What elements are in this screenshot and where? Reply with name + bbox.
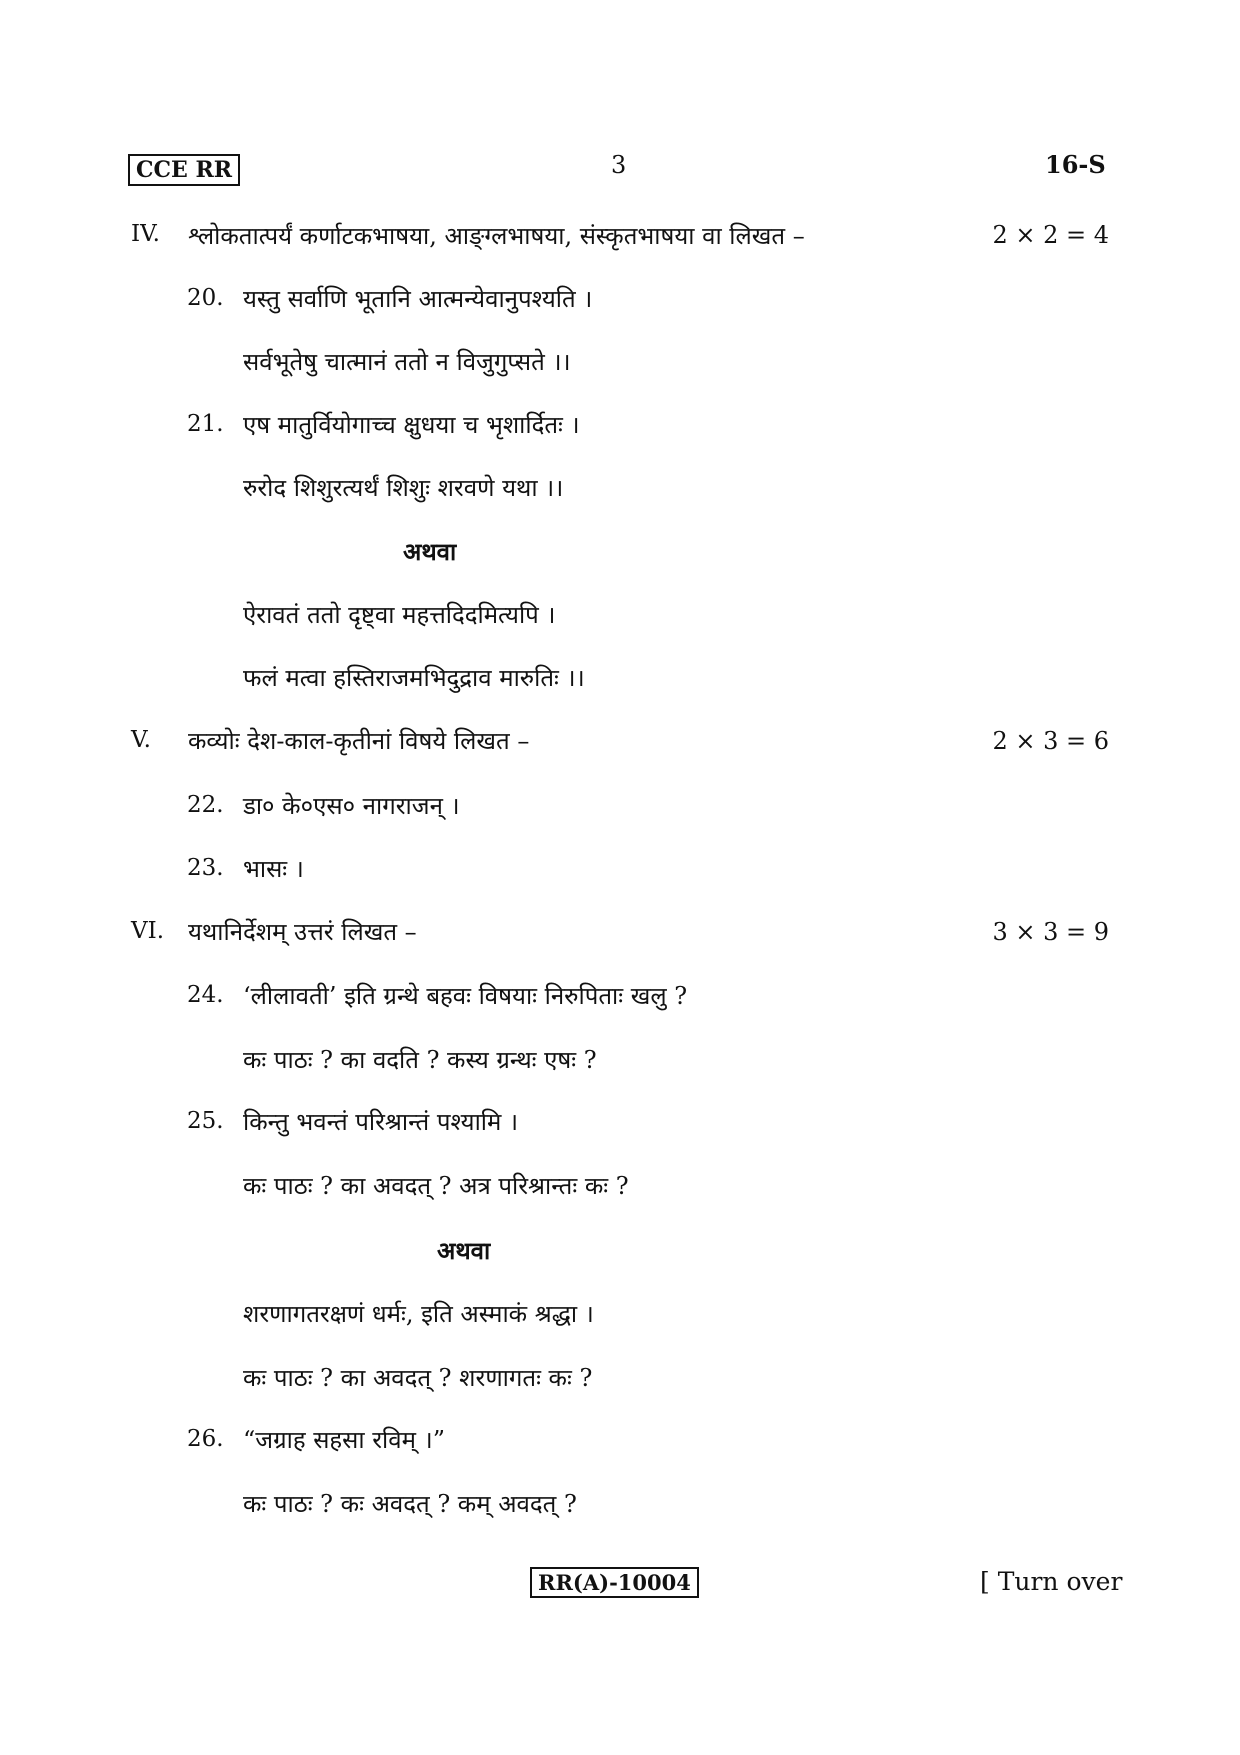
- section-v-marks: 2 × 3 = 6: [992, 727, 1109, 755]
- section-v-number: V.: [131, 727, 151, 753]
- question-21-number: 21.: [187, 411, 224, 437]
- question-24-number: 24.: [187, 982, 224, 1008]
- section-vi-number: VI.: [131, 918, 165, 944]
- question-20-line-1: यस्तु सर्वाणि भूतानि आत्मन्येवानुपश्यति ।: [243, 285, 593, 313]
- question-25-line-2: कः पाठः ? का अवदत् ? अत्र परिश्रान्तः कः ?: [243, 1172, 629, 1200]
- question-26-number: 26.: [187, 1426, 224, 1452]
- question-26-line-2: कः पाठः ? कः अवदत् ? कम् अवदत् ?: [243, 1490, 577, 1518]
- section-iv-marks: 2 × 2 = 4: [992, 221, 1109, 249]
- turn-over-label: [ Turn over: [980, 1567, 1123, 1596]
- question-25-number: 25.: [187, 1108, 224, 1134]
- question-20-line-2: सर्वभूतेषु चात्मानं ततो न विजुगुप्सते ।।: [243, 348, 571, 376]
- alternative-passage-line-2: कः पाठः ? का अवदत् ? शरणागतः कः ?: [243, 1364, 593, 1392]
- question-24-line-1: ‘लीलावती’ इति ग्रन्थे बहवः विषयाः निरुपिताः खलु ?: [243, 982, 688, 1010]
- athava-heading-2: अथवा: [437, 1236, 491, 1265]
- question-25-line-1: किन्तु भवन्तं परिश्रान्तं पश्यामि ।: [243, 1108, 519, 1136]
- section-iv-number: IV.: [131, 221, 160, 247]
- section-vi-instruction: यथानिर्देशम् उत्तरं लिखत –: [188, 918, 417, 946]
- athava-heading: अथवा: [403, 537, 457, 566]
- alternative-verse-line-1: ऐरावतं ततो दृष्ट्वा महत्तदिदमित्यपि ।: [243, 601, 556, 629]
- paper-code: 16-S: [1045, 150, 1106, 179]
- footer-code: RR(A)-10004: [530, 1567, 699, 1598]
- alternative-passage-line-1: शरणागतरक्षणं धर्मः, इति अस्माकं श्रद्धा ।: [243, 1300, 594, 1328]
- section-v-instruction: कव्योः देश-काल-कृतीनां विषये लिखत –: [188, 727, 530, 755]
- question-24-line-2: कः पाठः ? का वदति ? कस्य ग्रन्थः एषः ?: [243, 1046, 597, 1074]
- question-21-line-2: रुरोद शिशुरत्यर्थं शिशुः शरवणे यथा ।।: [243, 474, 564, 502]
- question-23-text: भासः ।: [243, 855, 304, 883]
- question-23-number: 23.: [187, 855, 224, 881]
- question-22-number: 22.: [187, 792, 224, 818]
- question-20-number: 20.: [187, 285, 224, 311]
- paper-title: CCE RR: [128, 154, 240, 186]
- alternative-verse-line-2: फलं मत्वा हस्तिराजमभिदुद्राव मारुतिः ।।: [243, 664, 585, 692]
- question-26-line-1: “जग्राह सहसा रविम् ।”: [243, 1426, 445, 1454]
- question-21-line-1: एष मातुर्वियोगाच्च क्षुधया च भृशार्दितः ।: [243, 411, 580, 439]
- section-vi-marks: 3 × 3 = 9: [992, 918, 1109, 946]
- section-iv-instruction: श्लोकतात्पर्यं कर्णाटकभाषया, आङ्ग्लभाषया, संस्कृतभाषया वा लिखत –: [188, 222, 805, 250]
- question-22-text: डा० के०एस० नागराजन् ।: [243, 792, 460, 820]
- page-number: 3: [611, 151, 627, 179]
